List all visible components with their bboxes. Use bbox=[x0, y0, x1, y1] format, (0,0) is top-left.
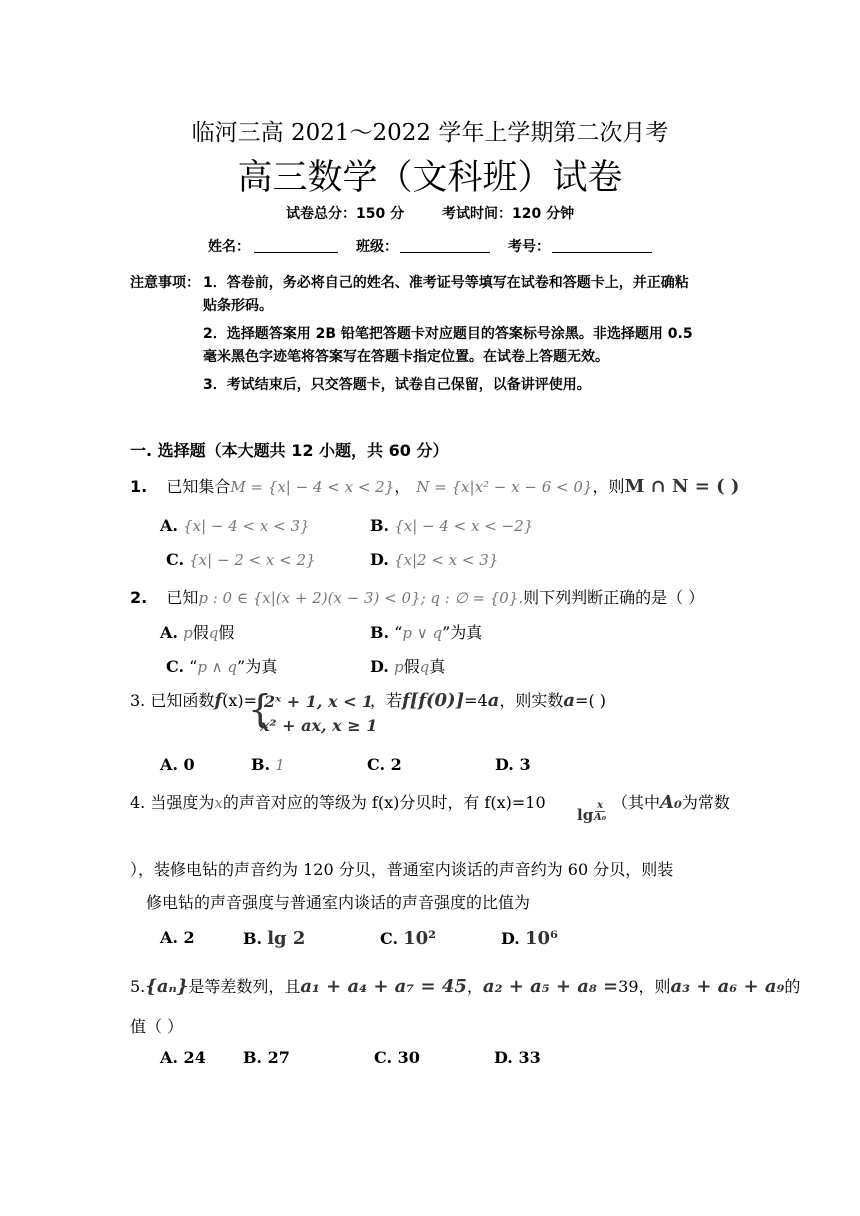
q1-option-c-text: {x| − 2 < x < 2} bbox=[189, 551, 316, 569]
q4-option-d[interactable] bbox=[501, 928, 558, 949]
q3-f: f bbox=[214, 690, 223, 711]
question-1 bbox=[130, 474, 739, 497]
q1-comma: ， bbox=[394, 477, 411, 496]
q3-condition bbox=[370, 688, 606, 711]
q5-text-c: 的 bbox=[784, 977, 801, 996]
name-blank[interactable] bbox=[254, 240, 338, 253]
notes-item-1: 1．答卷前，务必将自己的姓名、准考证号等填写在试卷和答题卡上，并正确粘 bbox=[203, 275, 689, 291]
q5-text: 是等差数列，且 bbox=[188, 977, 301, 996]
q1-option-d[interactable] bbox=[370, 550, 498, 569]
school-title: 临河三高 2021～2022 学年上学期第二次月考 bbox=[191, 120, 669, 146]
name-label: 姓名： bbox=[208, 239, 250, 255]
q3-text: 3. 已知函数 bbox=[130, 691, 215, 710]
q4-option-c[interactable] bbox=[380, 928, 436, 949]
q5-option-c[interactable]: C. 30 bbox=[374, 1048, 420, 1067]
q5-option-d[interactable]: D. 33 bbox=[494, 1048, 541, 1067]
q3-piece-2: x² + ax, x ≥ 1 bbox=[260, 716, 378, 735]
q1-option-b-text: {x| − 4 < x < −2} bbox=[394, 517, 534, 535]
q3-text-f: =( ) bbox=[575, 691, 607, 710]
q4-a0: A₀ bbox=[660, 792, 682, 813]
q1-expr: M ∩ N = ( ) bbox=[624, 476, 740, 497]
q2-option-d[interactable] bbox=[370, 654, 445, 677]
q2-option-a-label: A. bbox=[160, 623, 178, 642]
q4-option-c-label: C. bbox=[380, 929, 399, 948]
q2-option-c[interactable] bbox=[166, 654, 277, 677]
q4-text-c: （其中 bbox=[612, 793, 661, 812]
q1-option-c-label: C. bbox=[166, 550, 185, 569]
q1-option-d-text: {x|2 < x < 3} bbox=[393, 551, 499, 569]
q4-option-d-label: D. bbox=[501, 929, 520, 948]
q3-a-2: a bbox=[563, 690, 576, 711]
q2-option-a-p: p bbox=[183, 624, 193, 642]
question-2 bbox=[130, 585, 704, 608]
q4-frac-num: x bbox=[597, 800, 604, 811]
q2-option-b-t2: ”为真 bbox=[442, 623, 483, 642]
q4-fraction bbox=[594, 800, 606, 823]
notes-label: 注意事项： bbox=[130, 275, 200, 291]
q2-expr: p : 0 ∈ {x|(x + 2)(x − 3) < 0}; q : ∅ = {0}. bbox=[198, 589, 524, 607]
q5-option-a[interactable]: A. 24 bbox=[160, 1048, 206, 1067]
exam-time: 考试时间：120 分钟 bbox=[442, 206, 575, 222]
q4-option-b-text: lg 2 bbox=[267, 928, 306, 949]
q2-option-c-expr: p ∧ q bbox=[197, 658, 238, 676]
q4-text-b: 的声音对应的等级为 f(x)分贝时，有 f(x)=10 bbox=[222, 793, 546, 812]
q4-text: 4. 当强度为 bbox=[130, 793, 215, 812]
q1-option-a-text: {x| − 4 < x < 3} bbox=[183, 517, 310, 535]
notes-item-3: 3．考试结束后，只交答题卡，试卷自己保留，以备讲评使用。 bbox=[203, 377, 591, 393]
q2-option-a-q: q bbox=[208, 624, 219, 642]
q3-option-b-label: B. bbox=[251, 755, 271, 774]
q5-line-2: 值（ ） bbox=[130, 1017, 184, 1036]
exam-title: 高三数学（文科班）试卷 bbox=[237, 158, 623, 198]
q1-number: 1. bbox=[130, 477, 148, 496]
q4-option-a[interactable]: A. 2 bbox=[160, 928, 195, 947]
q2-option-d-t2: 真 bbox=[429, 657, 446, 676]
q2-option-a-t2: 假 bbox=[218, 623, 235, 642]
q5-expr-2: a₂ + a₅ + a₈ = bbox=[482, 976, 619, 997]
q2-option-d-label: D. bbox=[370, 657, 389, 676]
q5-expr-1: a₁ + a₄ + a₇ = 45 bbox=[300, 976, 467, 997]
q3-text-d: =4 bbox=[464, 691, 488, 710]
q4-option-d-text: 10⁶ bbox=[524, 928, 558, 949]
q2-option-b-t1: “ bbox=[394, 623, 403, 642]
q4-option-b-label: B. bbox=[243, 929, 263, 948]
q3-option-b[interactable] bbox=[251, 755, 285, 774]
id-blank[interactable] bbox=[552, 240, 652, 253]
q4-lg: lg bbox=[577, 806, 594, 824]
q2-option-d-q: q bbox=[419, 658, 430, 676]
class-blank[interactable] bbox=[400, 240, 490, 253]
q3-option-a[interactable]: A. 0 bbox=[160, 755, 195, 774]
q1-text: 已知集合 bbox=[166, 477, 231, 496]
question-4 bbox=[130, 790, 546, 813]
q3-option-d[interactable]: D. 3 bbox=[495, 755, 531, 774]
q3-option-b-text: 1 bbox=[275, 756, 285, 774]
q2-option-b-label: B. bbox=[370, 623, 390, 642]
q3-brace: { bbox=[248, 687, 273, 731]
q1-text-b: ，则 bbox=[592, 477, 625, 496]
q5-number: 5. bbox=[130, 977, 146, 996]
q2-option-d-p: p bbox=[393, 658, 404, 676]
q3-text-c: ，若 bbox=[370, 691, 403, 710]
q4-x: x bbox=[214, 794, 223, 812]
q2-text-b: 则下列判断正确的是（ ） bbox=[523, 588, 705, 607]
q2-option-d-t1: 假 bbox=[403, 657, 420, 676]
q4-line-3: 修电钻的声音强度与普通室内谈话的声音强度的比值为 bbox=[146, 893, 531, 912]
id-label: 考号： bbox=[508, 239, 550, 255]
q2-option-a-t1: 假 bbox=[192, 623, 209, 642]
q2-option-c-label: C. bbox=[166, 657, 185, 676]
q3-text-e: ，则实数 bbox=[499, 691, 564, 710]
q4-line-2: ），装修电钻的声音约为 120 分贝，普通室内谈话的声音约为 60 分贝，则装 bbox=[130, 860, 674, 879]
q1-set-m: M = {x| − 4 < x < 2} bbox=[230, 478, 395, 496]
q4-text-c-wrap bbox=[612, 790, 730, 813]
q3-expr: f[f(0)] bbox=[402, 690, 465, 711]
q4-frac-den: A₀ bbox=[594, 812, 607, 823]
q4-option-c-text: 10² bbox=[403, 928, 437, 949]
q1-option-b-label: B. bbox=[370, 516, 390, 535]
q3-a: a bbox=[487, 690, 500, 711]
q5-comma: ， bbox=[466, 977, 483, 996]
q1-option-c[interactable] bbox=[166, 550, 316, 569]
q3-option-c[interactable]: C. 2 bbox=[367, 755, 402, 774]
q5-expr-3: a₃ + a₆ + a₉ bbox=[670, 976, 785, 997]
q4-option-b[interactable] bbox=[243, 928, 305, 949]
notes-item-2-cont: 毫米黑色字迹笔将答案写在答题卡指定位置。在试卷上答题无效。 bbox=[203, 349, 609, 365]
q2-option-b-expr: p ∨ q bbox=[402, 624, 443, 642]
q2-option-b[interactable] bbox=[370, 620, 482, 643]
q2-option-a[interactable] bbox=[160, 620, 234, 643]
section-title: 一. 选择题（本大题共 12 小题，共 60 分） bbox=[130, 441, 449, 460]
q1-option-a-label: A. bbox=[160, 516, 178, 535]
question-3 bbox=[130, 688, 257, 711]
class-label: 班级： bbox=[356, 239, 398, 255]
q2-option-c-t2: ”为真 bbox=[237, 657, 278, 676]
q5-option-b[interactable]: B. 27 bbox=[243, 1048, 290, 1067]
q1-option-d-label: D. bbox=[370, 550, 389, 569]
q2-option-c-t1: “ bbox=[189, 657, 198, 676]
q3-piece-1: 2ˣ + 1, x < 1 bbox=[264, 692, 374, 711]
q2-text: 已知 bbox=[166, 588, 199, 607]
q5-an: {aₙ} bbox=[145, 976, 189, 997]
q3-text-b: (x)= bbox=[222, 691, 258, 710]
q1-option-a[interactable] bbox=[160, 516, 310, 535]
total-score: 试卷总分：150 分 bbox=[286, 206, 405, 222]
q4-text-d: 为常数 bbox=[681, 793, 730, 812]
notes-item-1-cont: 贴条形码。 bbox=[203, 298, 273, 314]
q1-set-n: N = {x|x² − x − 6 < 0} bbox=[416, 478, 593, 496]
notes-item-2: 2．选择题答案用 2B 铅笔把答题卡对应题目的答案标号涂黑。非选择题用 0.5 bbox=[203, 326, 693, 342]
q2-number: 2. bbox=[130, 588, 148, 607]
q5-text-b: 39，则 bbox=[618, 977, 671, 996]
q1-option-b[interactable] bbox=[370, 516, 533, 535]
question-5 bbox=[130, 974, 800, 997]
